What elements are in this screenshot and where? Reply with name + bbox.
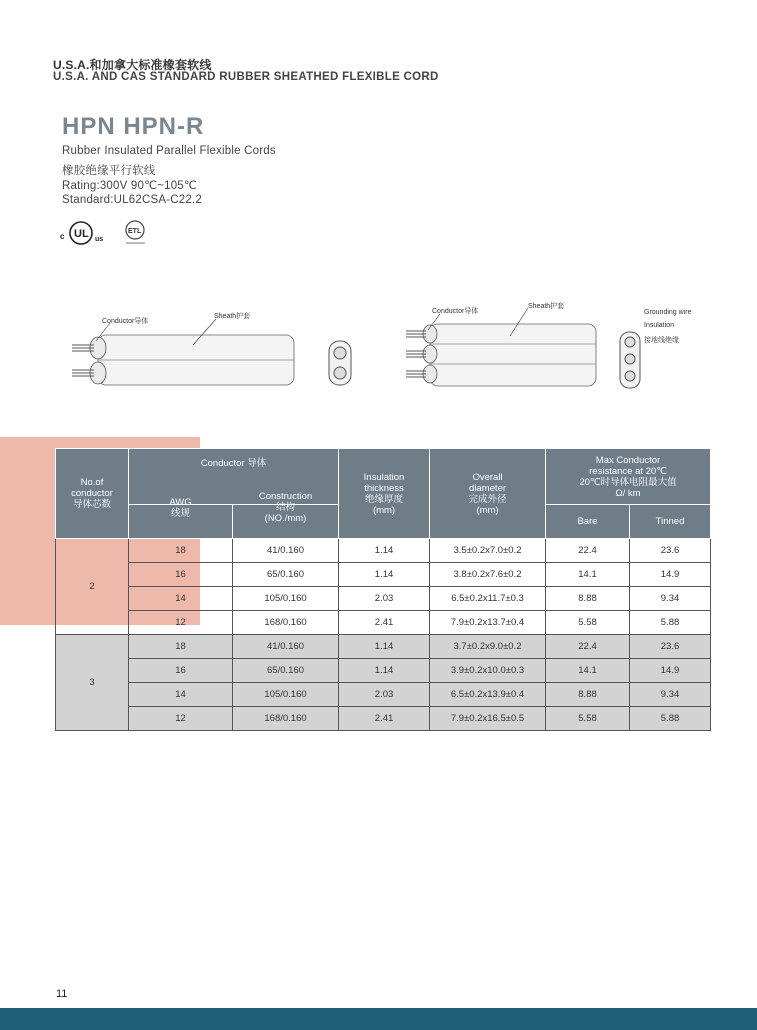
etl-certification-icon [123,219,151,252]
header-overall-diameter: Overall diameter 完成外径 (mm) [430,449,546,539]
overall-diameter-cell: 6.5±0.2x13.9±0.4 [430,683,546,707]
overall-diameter-cell: 7.9±0.2x16.5±0.5 [430,707,546,731]
product-description-en: Rubber Insulated Parallel Flexible Cords [62,145,276,157]
header-construction: Construction 结构 (NO./mm) [233,505,339,539]
header-title-en: U.S.A. AND CAS STANDARD RUBBER SHEATHED FLEXIBLE CORD [53,71,439,83]
awg-cell: 18 [129,539,233,563]
insulation-cell: 2.41 [339,611,430,635]
ul-mark-label: UL [74,228,89,240]
awg-cell: 12 [129,611,233,635]
insulation-callout: Insulation [644,322,674,329]
bare-resistance-cell: 22.4 [546,635,630,659]
construction-cell: 65/0.160 [233,563,339,587]
three-conductor-cross-section-icon [617,330,645,395]
product-title: HPN HPN-R [62,113,205,140]
overall-diameter-cell: 3.7±0.2x9.0±0.2 [430,635,546,659]
awg-cell: 18 [129,635,233,659]
grounding-insulation-cn-callout: 接地线绝缘 [644,337,679,344]
table-row [56,611,711,635]
insulation-cell: 1.14 [339,635,430,659]
etl-mark-label: ETL [128,228,142,235]
header-max-resistance: Max Conductor resistance at 20℃ 20℃时导体电阻最大值 Ω/ km [546,449,711,505]
tinned-resistance-cell: 23.6 [630,635,711,659]
specification-table [55,448,711,731]
bare-resistance-cell: 5.58 [546,707,630,731]
tinned-resistance-cell: 9.34 [630,683,711,707]
grounding-wire-callout: Grounding wire [644,309,692,316]
table-row [56,539,711,563]
header-conductor-group: Conductor 导体 [129,449,339,505]
bare-resistance-cell: 14.1 [546,563,630,587]
insulation-cell: 1.14 [339,659,430,683]
tinned-resistance-cell: 5.88 [630,611,711,635]
insulation-cell: 1.14 [339,563,430,587]
three-conductor-cable-illustration [400,300,600,400]
table-row [56,683,711,707]
bare-resistance-cell: 8.88 [546,683,630,707]
awg-cell: 12 [129,707,233,731]
awg-cell: 14 [129,587,233,611]
awg-cell: 16 [129,659,233,683]
footer-bar [0,1008,757,1030]
construction-cell: 65/0.160 [233,659,339,683]
right-sheath-callout: Sheath护套 [528,303,565,310]
header-awg: AWG 线规 [129,505,233,539]
table-row [56,587,711,611]
conductor-count-cell: 3 [56,635,129,731]
product-rating: Rating:300V 90℃~105℃ [62,180,198,192]
product-standard: Standard:UL62CSA-C22.2 [62,194,202,206]
tinned-resistance-cell: 5.88 [630,707,711,731]
table-row [56,659,711,683]
tinned-resistance-cell: 14.9 [630,563,711,587]
conductor-count-cell: 2 [56,539,129,635]
bare-resistance-cell: 5.58 [546,611,630,635]
table-row [56,563,711,587]
insulation-cell: 2.03 [339,587,430,611]
overall-diameter-cell: 3.9±0.2x10.0±0.3 [430,659,546,683]
ul-us-label: us [95,236,104,243]
overall-diameter-cell: 6.5±0.2x11.7±0.3 [430,587,546,611]
table-row [56,707,711,731]
construction-cell: 41/0.160 [233,635,339,659]
header-title-cn: U.S.A.和加拿大标准橡套软线 [53,58,212,72]
table-row [56,635,711,659]
tinned-resistance-cell: 9.34 [630,587,711,611]
left-sheath-callout: Sheath护套 [214,313,251,320]
overall-diameter-cell: 3.8±0.2x7.6±0.2 [430,563,546,587]
construction-cell: 105/0.160 [233,683,339,707]
insulation-cell: 2.03 [339,683,430,707]
overall-diameter-cell: 7.9±0.2x13.7±0.4 [430,611,546,635]
tinned-resistance-cell: 23.6 [630,539,711,563]
ul-c-label: c [60,232,65,241]
awg-cell: 14 [129,683,233,707]
insulation-cell: 1.14 [339,539,430,563]
construction-cell: 41/0.160 [233,539,339,563]
header-insulation-thickness: Insulation thickness 绝缘厚度 (mm) [339,449,430,539]
bare-resistance-cell: 14.1 [546,659,630,683]
construction-cell: 168/0.160 [233,707,339,731]
right-conductor-callout: Conductor导体 [432,308,479,315]
tinned-resistance-cell: 14.9 [630,659,711,683]
two-conductor-cross-section-icon [326,339,356,392]
bare-resistance-cell: 22.4 [546,539,630,563]
left-conductor-callout: Conductor导体 [102,318,149,325]
construction-cell: 105/0.160 [233,587,339,611]
awg-cell: 16 [129,563,233,587]
insulation-cell: 2.41 [339,707,430,731]
ul-certification-icon [60,219,112,252]
overall-diameter-cell: 3.5±0.2x7.0±0.2 [430,539,546,563]
header-tinned: Tinned [630,505,711,539]
header-no-conductor: No.of conductor 导体芯数 [56,449,129,539]
page-number: 11 [56,988,68,1000]
bare-resistance-cell: 8.88 [546,587,630,611]
header-bare: Bare [546,505,630,539]
product-description-cn: 橡胶绝缘平行软线 [62,165,156,177]
construction-cell: 168/0.160 [233,611,339,635]
